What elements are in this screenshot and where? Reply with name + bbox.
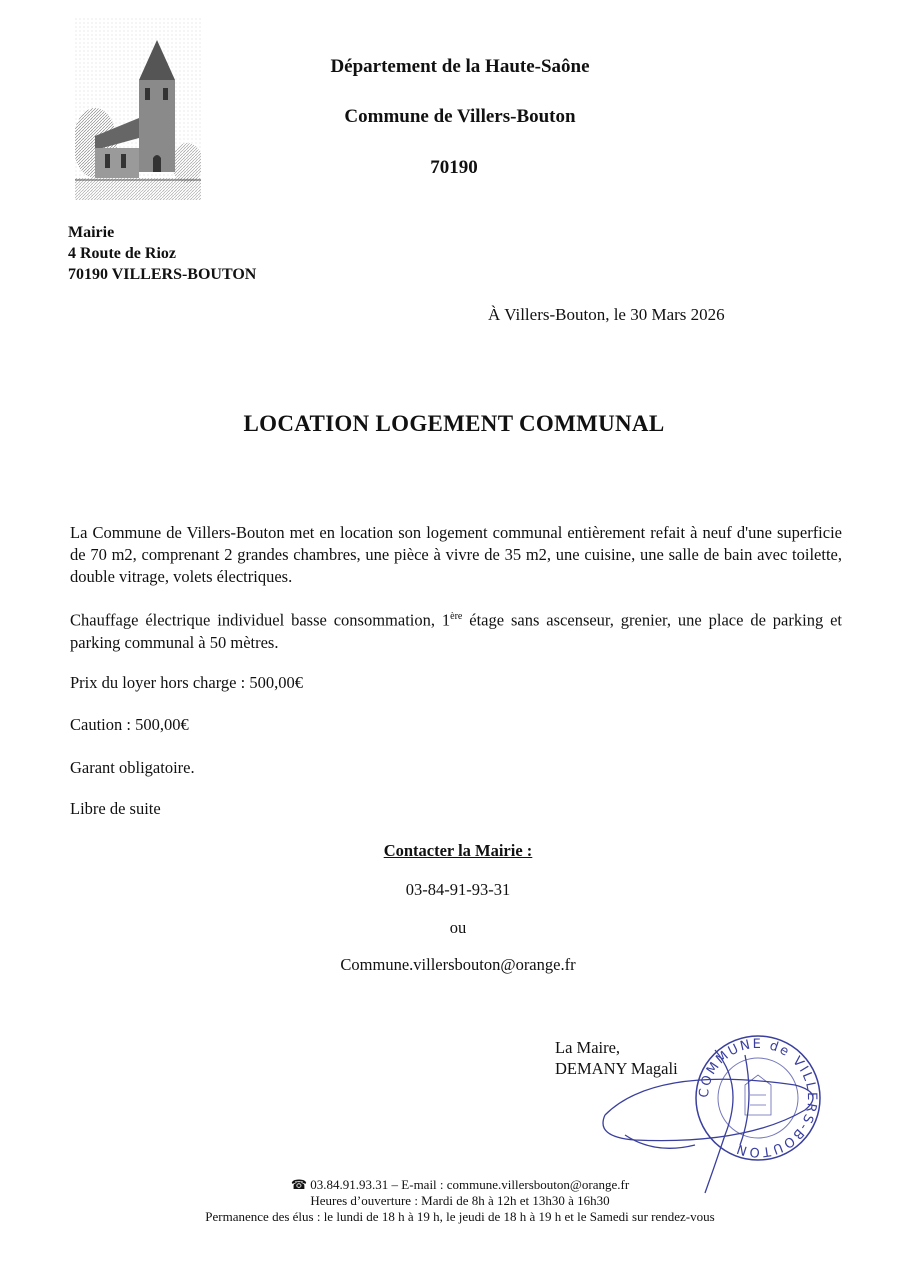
guarantor-note: Garant obligatoire. (70, 758, 195, 777)
document-title: LOCATION LOGEMENT COMMUNAL (243, 411, 665, 436)
contact-heading: Contacter la Mairie : (383, 841, 533, 860)
departement-heading: Département de la Haute-Saône (330, 56, 590, 77)
address-line-3: 70190 VILLERS-BOUTON (68, 266, 257, 283)
signatory-name: DEMANY Magali (555, 1059, 678, 1078)
address-block (68, 222, 256, 285)
availability-note: Libre de suite (70, 799, 161, 818)
description-paragraph: La Commune de Villers-Bouton met en location son logement communal entièrement refait à neuf d'une superficie de 70 m2, comprenant 2 grandes chambres, une pièce à vivre de 35 m2, une cuisine, une salle de bain avec toilette, double vitrage, volets électriques. (70, 523, 842, 586)
contact-phone[interactable]: 03-84-91-93-31 (405, 880, 511, 899)
telephone-icon: ☎ (290, 1178, 308, 1193)
rent-price: Prix du loyer hors charge : 500,00€ (70, 673, 303, 692)
deposit-amount: Caution : 500,00€ (70, 715, 189, 734)
church-illustration (75, 18, 201, 200)
ordinal-superscript: ère (450, 611, 463, 622)
footer-line-2: Heures d’ouverture : Mardi de 8h à 12h et 13h30 à 16h30 (310, 1193, 610, 1208)
handwritten-signature (595, 1045, 835, 1195)
signatory-role: La Maire, (555, 1038, 621, 1057)
contact-or: ou (449, 918, 467, 937)
stamp-text: COMMUNE de VILLERS-BOUTON (696, 1036, 820, 1160)
address-line-2: 4 Route de Rioz (68, 245, 176, 262)
features-text-b: étage sans ascenseur, grenier, une place de parking et parking communal à 50 mètres. (70, 610, 843, 652)
letter-date: À Villers-Bouton, le 30 Mars 2026 (488, 305, 725, 324)
footer-line-1: 03.84.91.93.31 – E-mail : commune.villersbouton@orange.fr (310, 1177, 630, 1192)
contact-email[interactable]: Commune.villersbouton@orange.fr (340, 955, 576, 974)
features-text-a: Chauffage électrique individuel basse consommation, 1 (70, 610, 451, 630)
commune-heading: Commune de Villers-Bouton (344, 106, 576, 127)
address-line-1: Mairie (68, 224, 115, 241)
footer-line-3: Permanence des élus : le lundi de 18 h à 19 h, le jeudi de 18 h à 19 h et le Samedi sur rendez-vous (205, 1209, 715, 1224)
postal-code-heading: 70190 (430, 157, 478, 178)
footer-contact-line (0, 1177, 900, 1193)
features-paragraph (70, 606, 842, 654)
